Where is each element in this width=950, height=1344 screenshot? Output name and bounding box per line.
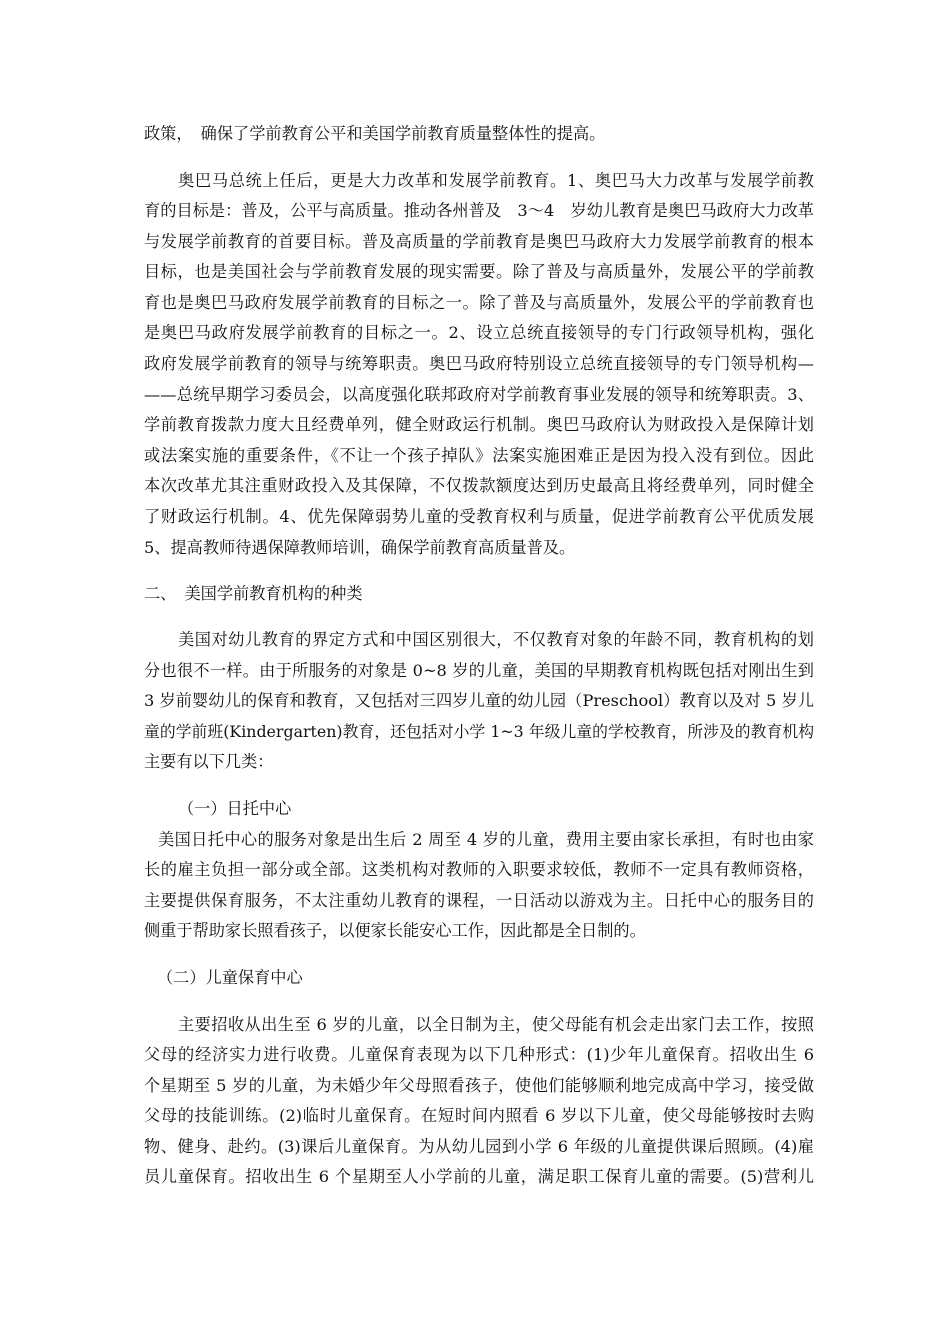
paragraph-line: 父母的技能训练。(2)临时儿童保育。在短时间内照看 6 岁以下儿童，使父母能够按时去购 xyxy=(144,1106,814,1125)
paragraph-line: 育也是奥巴马政府发展学前教育的目标之一。除了普及与高质量外，发展公平的学前教育也 xyxy=(144,293,814,312)
paragraph-line: 政府发展学前教育的领导与统筹职责。奥巴马政府特别设立总统直接领导的专门领导机构— xyxy=(144,354,814,373)
paragraph-line: 员儿童保育。招收出生 6 个星期至人小学前的儿童，满足职工保育儿童的需要。(5)营利儿 xyxy=(144,1167,814,1186)
text-line: 政策， 确保了学前教育公平和美国学前教育质量整体性的提高。 xyxy=(144,124,606,143)
section-heading: 二、 美国学前教育机构的种类 xyxy=(144,584,363,603)
paragraph-line: 长的雇主负担一部分或全部。这类机构对教师的入职要求较低，教师不一定具有教师资格， xyxy=(144,860,814,879)
paragraph-line: ——总统早期学习委员会，以高度强化联邦政府对学前教育事业发展的领导和统筹职责。3、 xyxy=(144,385,814,404)
paragraph-line: 侧重于帮助家长照看孩子，以便家长能安心工作，因此都是全日制的。 xyxy=(144,921,646,940)
subsection-heading: （二）儿童保育中心 xyxy=(157,968,303,987)
paragraph-line: 育的目标是：普及，公平与高质量。推动各州普及 3～4 岁幼儿教育是奥巴马政府大力改革 xyxy=(144,201,814,220)
paragraph-line: 本次改革尤其注重财政投入及其保障，不仅拨款额度达到历史最高且将经费单列，同时健全 xyxy=(144,476,814,495)
paragraph-line: 5、提高教师待遇保障教师培训，确保学前教育高质量普及。 xyxy=(144,538,576,557)
paragraph-line: 了财政运行机制。4、优先保障弱势儿童的受教育权利与质量，促进学前教育公平优质发展 xyxy=(144,507,814,526)
paragraph-line: 分也很不一样。由于所服务的对象是 0~8 岁的儿童，美国的早期教育机构既包括对刚出生到 xyxy=(144,661,814,680)
subsection-heading: （一）日托中心 xyxy=(178,799,292,818)
paragraph-line: 是奥巴马政府发展学前教育的目标之一。2、设立总统直接领导的专门行政领导机构，强化 xyxy=(144,323,814,342)
paragraph-line: 主要招收从出生至 6 岁的儿童，以全日制为主，使父母能有机会走出家门去工作，按照 xyxy=(178,1015,814,1034)
paragraph-line: 主要提供保育服务，不太注重幼儿教育的课程，一日活动以游戏为主。日托中心的服务目的 xyxy=(144,891,814,910)
paragraph-line: 童的学前班(Kindergarten)教育，还包括对小学 1~3 年级儿童的学校教育，所涉及的教育机构 xyxy=(144,722,814,741)
paragraph-line: 奥巴马总统上任后，更是大力改革和发展学前教育。1、奥巴马大力改革与发展学前教 xyxy=(178,171,814,190)
paragraph-line: 美国对幼儿教育的界定方式和中国区别很大，不仅教育对象的年龄不同，教育机构的划 xyxy=(178,630,814,649)
paragraph-line: 物、健身、赴约。(3)课后儿童保育。为从幼儿园到小学 6 年级的儿童提供课后照顾。(4)雇 xyxy=(144,1137,814,1156)
paragraph-line: 与发展学前教育的首要目标。普及高质量的学前教育是奥巴马政府大力发展学前教育的根本 xyxy=(144,232,814,251)
paragraph-line: 父母的经济实力进行收费。儿童保育表现为以下几种形式：(1)少年儿童保育。招收出生 6 xyxy=(144,1045,814,1064)
paragraph-line: 目标，也是美国社会与学前教育发展的现实需要。除了普及与高质量外，发展公平的学前教 xyxy=(144,262,814,281)
paragraph-line: 或法案实施的重要条件，《不让一个孩子掉队》法案实施困难正是因为投入没有到位。因此 xyxy=(144,446,814,465)
paragraph-line: 3 岁前婴幼儿的保育和教育，又包括对三四岁儿童的幼儿园（Preschool）教育以及对 5 岁儿 xyxy=(144,691,814,710)
paragraph-line: 主要有以下几类： xyxy=(144,752,274,771)
paragraph-line: 学前教育拨款力度大且经费单列，健全财政运行机制。奥巴马政府认为财政投入是保障计划 xyxy=(144,415,814,434)
paragraph-line: 个星期至 5 岁的儿童，为未婚少年父母照看孩子，使他们能够顺利地完成高中学习，接受做 xyxy=(144,1076,814,1095)
paragraph-line: 美国日托中心的服务对象是出生后 2 周至 4 岁的儿童，费用主要由家长承担，有时也由家 xyxy=(158,830,814,849)
